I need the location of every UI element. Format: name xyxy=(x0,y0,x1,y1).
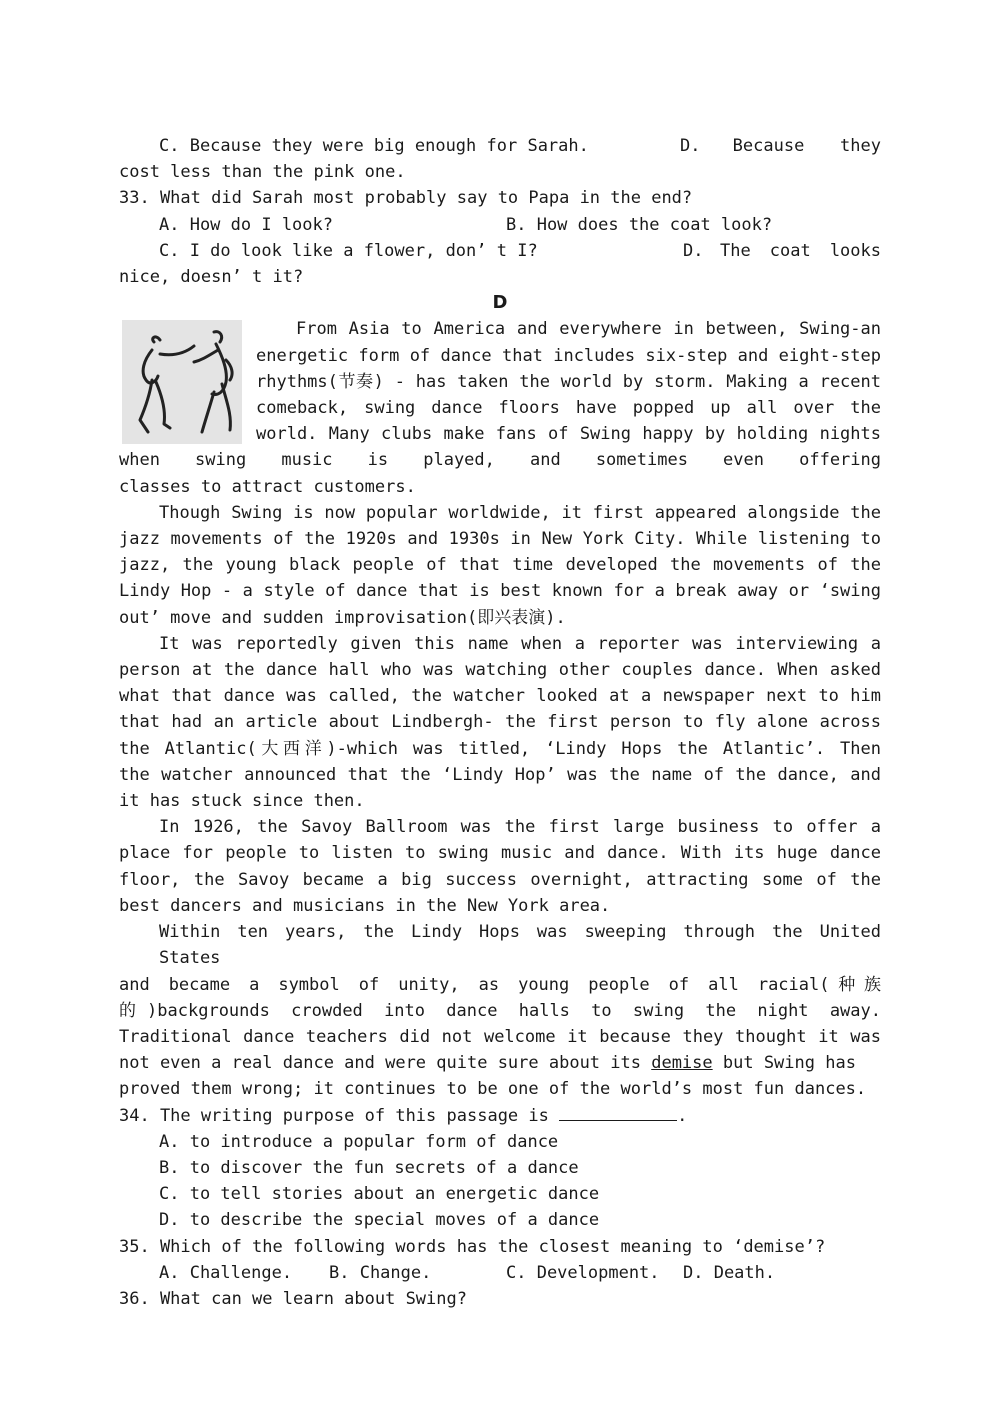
p5-line: 的)backgrounds crowded into dance halls to swing the night away. xyxy=(119,1000,881,1021)
p2-line: out’ move and sudden improvisation(即兴表演). xyxy=(119,607,566,628)
q35-option-b: B. Change. xyxy=(329,1262,432,1283)
q32-option-d-word1: Because xyxy=(732,136,805,156)
p2-line: jazz, the young black people of that time developed the movements of the xyxy=(119,555,881,576)
q33-option-row-ab xyxy=(119,212,881,238)
passage-paragraph-2 xyxy=(119,500,881,631)
q34-option-a: A. to introduce a popular form of dance xyxy=(159,1131,559,1152)
q35-option-a: A. Challenge. xyxy=(159,1262,293,1283)
p3-line: that had an article about Lindbergh- the first person to fly alone across xyxy=(119,712,881,733)
q34-stem-line xyxy=(119,1103,881,1129)
p1-line: From Asia to America and everywhere in between, Swing-an xyxy=(296,319,881,340)
q33-stem: 33. What did Sarah most probably say to Papa in the end? xyxy=(119,188,693,209)
p3-line: the watcher announced that the ‘Lindy Hop’ was the name of the dance, and xyxy=(119,764,881,785)
p1-line: comeback, swing dance floors have popped up all over the xyxy=(256,398,881,419)
q33-option-d-continued: nice, doesn’ t it? xyxy=(119,267,304,288)
q34-option-c: C. to tell stories about an energetic dance xyxy=(159,1184,600,1205)
q36-stem: 36. What can we learn about Swing? xyxy=(119,1288,467,1309)
q32-option-row xyxy=(119,133,881,159)
p1-line: world. Many clubs make fans of Swing happy by holding nights xyxy=(256,424,881,445)
p1-line: when swing music is played, and sometimes even offering xyxy=(119,450,881,471)
swing-dancers-image xyxy=(122,320,242,444)
passage-paragraph-1 xyxy=(119,316,881,499)
q35-option-c: C. Development. xyxy=(506,1262,660,1283)
p1-line: rhythms(节奏) - has taken the world by storm. Making a recent xyxy=(256,371,881,392)
p3-line: the Atlantic(大西洋)-which was titled, ‘Lindy Hops the Atlantic’. Then xyxy=(119,738,881,759)
swing-dancers-sketch-icon xyxy=(122,320,242,444)
q35-stem: 35. Which of the following words has the closest meaning to ‘demise’? xyxy=(119,1236,826,1257)
p5-line: Traditional dance teachers did not welcome it because they thought it was xyxy=(119,1026,881,1047)
p5-line5-post: but Swing has xyxy=(712,1053,856,1074)
q34-stem-end: . xyxy=(677,1105,688,1126)
p1-line: classes to attract customers. xyxy=(119,476,416,497)
q33-option-row-cd xyxy=(119,238,881,264)
p3-line: it has stuck since then. xyxy=(119,791,365,812)
q32-option-d-label: D. xyxy=(679,136,701,156)
p1-line: energetic form of dance that includes six-step and eight-step xyxy=(256,345,881,366)
p4-line: In 1926, the Savoy Ballroom was the first large business to offer a xyxy=(159,817,881,838)
section-heading: D xyxy=(492,292,508,314)
passage-paragraph-4 xyxy=(119,814,881,919)
p3-line: It was reportedly given this name when a reporter was interviewing a xyxy=(159,633,881,654)
p2-line: Though Swing is now popular worldwide, it first appeared alongside the xyxy=(159,502,881,523)
q35-option-d: D. Death. xyxy=(683,1262,776,1283)
p5-line xyxy=(119,1050,881,1076)
p5-line: and became a symbol of unity, as young people of all racial(种族 xyxy=(119,974,881,995)
p4-line: best dancers and musicians in the New York area. xyxy=(119,895,611,916)
p3-line: what that dance was called, the watcher looked at a newspaper next to him xyxy=(119,686,881,707)
passage-paragraph-5 xyxy=(119,919,881,1102)
p4-line: floor, the Savoy became a big success overnight, attracting some of the xyxy=(119,869,881,890)
p5-line5-pre: not even a real dance and were quite sure about its xyxy=(119,1053,652,1074)
q34-option-d: D. to describe the special moves of a dance xyxy=(159,1210,600,1231)
q34-option-b: B. to discover the fun secrets of a dance xyxy=(159,1157,579,1178)
q32-option-c: C. Because they were big enough for Sarah. xyxy=(159,136,589,156)
q33-option-b: B. How does the coat look? xyxy=(506,214,773,235)
exam-page xyxy=(119,133,881,1312)
p4-line: place for people to listen to swing music and dance. With its huge dance xyxy=(119,843,881,864)
p3-line: person at the dance hall who was watching other couples dance. When asked xyxy=(119,660,881,681)
q32-option-d-word2: they xyxy=(840,136,881,156)
answer-blank xyxy=(559,1104,677,1121)
q33-option-d: The coat looks xyxy=(720,240,881,261)
p5-line: Within ten years, the Lindy Hops was sweeping through the United States xyxy=(159,922,881,969)
underlined-word-demise: demise xyxy=(651,1053,713,1074)
q33-option-a: A. How do I look? xyxy=(159,214,333,235)
passage-paragraph-3 xyxy=(119,631,881,814)
q32-option-d-continued: cost less than the pink one. xyxy=(119,162,406,183)
q33-option-c: C. I do look like a flower, don’ t I? xyxy=(159,240,538,261)
q33-option-d-label: D. xyxy=(683,240,704,261)
p5-line: proved them wrong; it continues to be one of the world’s most fun dances. xyxy=(119,1079,867,1100)
q34-stem: 34. The writing purpose of this passage is xyxy=(119,1105,549,1126)
p2-line: Lindy Hop - a style of dance that is best known for a break away or ‘swing xyxy=(119,581,881,602)
q35-option-row xyxy=(119,1260,881,1286)
p2-line: jazz movements of the 1920s and 1930s in New York City. While listening to xyxy=(119,529,881,550)
